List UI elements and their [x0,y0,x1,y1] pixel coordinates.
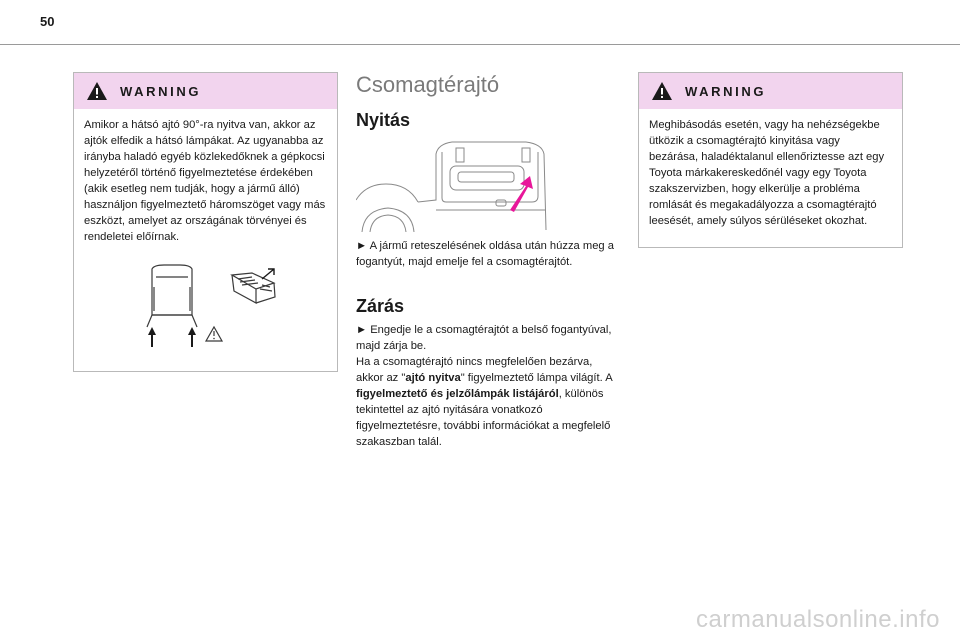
warning-box-right [638,72,903,248]
opening-instruction [356,238,620,270]
bullet-arrow-icon: ► [356,324,368,336]
warning-header [74,73,337,109]
closing-text-1: Engedje le a csomagtérajtót a belső fogantyúval, majd zárja be. [356,324,612,352]
closing-heading: Zárás [356,296,405,316]
door-open-lamp-label: ajtó nyitva [405,372,461,384]
closing-text-2-mid: " figyelmeztető lámpa világít. A [460,372,613,384]
warning-box-left [73,72,338,372]
bullet-arrow-icon: ► [356,240,368,252]
warning-triangle-icon [86,81,108,101]
warning-header [639,73,902,109]
tailgate-handle-illustration [356,140,552,232]
top-rule [0,44,960,45]
warning-title: WARNING [685,83,767,99]
open-doors-warning-illustration [134,263,284,355]
warning-text: Amikor a hátsó ajtó 90°-ra nyitva van, akkor az ajtók elfedik a hátsó lámpákat. Az ugyanabba az irányba haladó egyéb közlekedőknek a gépkocsi helyzetéről történő figyelmeztetése érdekében (akik esetleg nem tudják, hogy a jármű álló) használjon figyelmeztető háromszöget vagy más eszközt, amelyet az országának törvényei és rendeletei előírnak. [84,119,326,243]
warning-text: Meghibásodás esetén, vagy ha nehézségekbe ütközik a csomagtérajtó kinyitása vagy bezárása, haladéktalanul ellenőriztesse azt egy Toyota márkakereskedőnél vagy egy Toyota szakszervizben, hogy elkerülje a probléma romlását és megakadályozza a csomagtérajtó leesését, amely súlyos sérüléseket okozhat. [649,119,885,227]
watermark: carmanualsonline.info [696,606,940,633]
section-title: Csomagtérajtó [356,72,500,97]
opening-text: A jármű reteszelésének oldása után húzza meg a fogantyút, majd emelje fel a csomagtérajtót. [356,240,614,268]
closing-instruction [356,322,620,450]
warning-lamps-list-reference: figyelmeztető és jelzőlámpák listájáról [356,388,559,400]
closing-text-2-pre: Ha a csomagtérajtó nincs megfelelően bezárva, akkor az " [356,356,593,384]
warning-title: WARNING [120,83,202,99]
opening-heading: Nyitás [356,110,411,130]
warning-triangle-icon [651,81,673,101]
closing-text-2-post: , különös tekintettel az ajtó nyitására vonatkozó figyelmeztetésre, további információkat a megfelelő szakaszban talál. [356,388,611,448]
page-number: 50 [40,14,55,29]
